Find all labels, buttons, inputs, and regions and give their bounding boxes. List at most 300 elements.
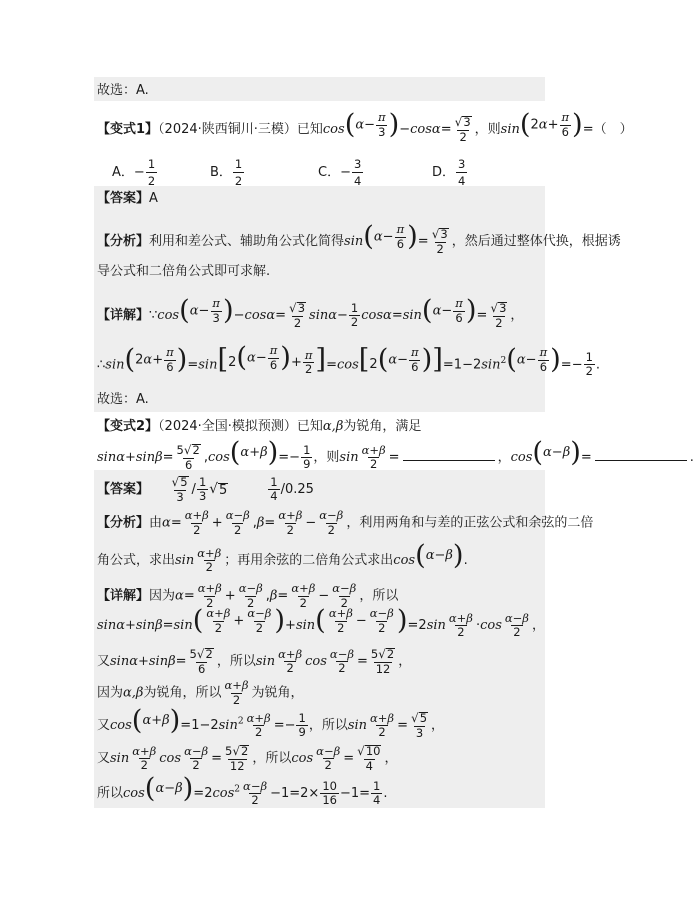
math-fraction xyxy=(303,347,315,377)
math-run: cos xyxy=(393,553,416,568)
text-run: 又 xyxy=(97,751,111,766)
fraction-denominator xyxy=(453,311,464,325)
text-run: 6 xyxy=(396,236,405,251)
radical-sign: √ xyxy=(454,115,463,130)
math-fraction xyxy=(395,224,407,250)
math-sqrt xyxy=(232,745,249,758)
math-fraction xyxy=(224,510,252,536)
math-fraction xyxy=(164,347,176,373)
math-run: α xyxy=(538,117,548,133)
group-close: ) xyxy=(452,540,464,571)
fraction-denominator xyxy=(336,661,347,675)
text-run: 4 xyxy=(353,174,362,188)
text-run: 由 xyxy=(149,515,163,531)
question-1-stem xyxy=(97,109,633,144)
fraction-numerator xyxy=(317,510,345,523)
fraction-numerator xyxy=(197,474,208,490)
text-run: − xyxy=(133,165,145,180)
fraction-denominator xyxy=(435,242,446,256)
text-run: 2 xyxy=(214,620,223,635)
fraction-numerator xyxy=(223,745,251,759)
fraction-denominator xyxy=(538,360,549,374)
fraction-numerator xyxy=(287,302,308,316)
fraction-numerator xyxy=(146,157,157,172)
group-open: ( xyxy=(519,109,531,141)
math-run: sin xyxy=(402,308,422,324)
fraction-denominator xyxy=(326,523,337,537)
text-run: − xyxy=(233,308,245,324)
math-run: π xyxy=(212,296,220,310)
fraction-numerator xyxy=(195,545,223,561)
text-run: 又 xyxy=(97,718,111,733)
math-run: sin xyxy=(339,450,359,465)
group-open: ( xyxy=(377,344,389,376)
text-run: 2 xyxy=(386,647,395,661)
math-fraction xyxy=(289,583,317,609)
fraction-numerator xyxy=(237,583,265,596)
fraction-denominator xyxy=(298,596,309,610)
fraction-numerator xyxy=(182,743,210,759)
detail-2-line-4 xyxy=(97,680,543,706)
group-close: ) xyxy=(550,344,561,376)
math-group xyxy=(377,344,433,376)
fraction-numerator xyxy=(170,476,191,490)
math-run: α−β xyxy=(332,581,357,595)
radical-sign: √ xyxy=(490,301,499,316)
fraction-numerator xyxy=(453,298,465,311)
math-run: sin xyxy=(347,718,368,733)
text-run: 3 xyxy=(378,124,386,139)
fraction-numerator xyxy=(183,510,211,523)
radical-sign: √ xyxy=(431,227,440,242)
math-fraction xyxy=(195,545,223,574)
text-run: − xyxy=(399,122,411,138)
detail-1-line-1 xyxy=(97,295,543,330)
text-run: 10 xyxy=(322,778,337,793)
detail-2-line-6 xyxy=(97,745,543,772)
text-run: 所以 xyxy=(97,786,124,801)
section-label: 【答案】 xyxy=(97,482,143,497)
math-fraction xyxy=(320,778,339,807)
text-run: 2 xyxy=(251,793,259,807)
text-run: 4 xyxy=(458,174,466,188)
fraction-numerator xyxy=(368,608,396,621)
text-run: 为锐角，所以 xyxy=(143,685,222,701)
text-run: = xyxy=(175,654,187,669)
group-open: [ xyxy=(358,344,370,376)
text-run: 2 xyxy=(378,725,386,739)
fraction-numerator xyxy=(301,442,312,458)
math-fraction xyxy=(349,300,360,330)
math-fraction xyxy=(188,648,216,675)
text-run: ，所以 xyxy=(216,654,256,669)
math-run: π xyxy=(166,345,174,360)
math-fraction xyxy=(368,710,396,739)
math-fraction xyxy=(276,646,304,675)
option-c xyxy=(318,157,364,188)
fraction-denominator xyxy=(376,621,387,635)
math-run: α xyxy=(516,352,526,368)
group-open: [ xyxy=(217,344,229,376)
text-run: 6 xyxy=(269,357,278,372)
text-run: 9 xyxy=(298,725,306,739)
group-open: ( xyxy=(532,437,544,468)
text-run: 12 xyxy=(375,661,391,676)
math-run: π xyxy=(561,110,570,124)
text-run: 2 xyxy=(369,357,378,373)
group-body xyxy=(369,344,433,376)
text-run: 2 xyxy=(254,725,263,739)
math-run: α−β xyxy=(543,445,571,461)
math-run: sin xyxy=(344,234,364,250)
math-run: α+β xyxy=(197,581,222,595)
text-run: = xyxy=(326,357,337,373)
fraction-denominator xyxy=(204,560,215,574)
math-run: α+β xyxy=(448,610,473,625)
text-run: 2 xyxy=(369,457,378,471)
fraction-denominator xyxy=(196,662,207,676)
text-run: + xyxy=(233,613,245,629)
fraction-denominator xyxy=(456,172,467,188)
text-run: 利用和差公式、辅助角公式化简得 xyxy=(149,234,345,250)
text-run: 3 xyxy=(440,227,448,242)
text-run: 角公式，求出 xyxy=(97,553,176,568)
group-close: ) xyxy=(169,705,181,736)
fraction-denominator xyxy=(285,523,296,537)
math-fraction xyxy=(241,778,269,807)
fraction-numerator xyxy=(371,778,382,794)
text-run: 1 xyxy=(298,710,306,725)
group-body xyxy=(388,347,421,373)
math-run: α+β xyxy=(132,743,157,758)
fraction-numerator xyxy=(584,349,595,365)
math-fraction xyxy=(175,444,203,471)
math-run: cos xyxy=(305,654,327,669)
option-d xyxy=(432,157,468,188)
math-group xyxy=(236,342,291,374)
math-fraction xyxy=(409,347,421,373)
math-run: cos xyxy=(123,786,145,801)
group-open: ( xyxy=(344,109,356,141)
text-run: = xyxy=(343,751,355,766)
fraction-denominator xyxy=(371,793,382,807)
text-run: 2 xyxy=(436,241,444,256)
fraction-denominator xyxy=(213,621,224,635)
math-fraction xyxy=(245,710,273,739)
fraction-numerator xyxy=(327,608,355,621)
math-run: sin xyxy=(218,718,238,733)
text-run: 4 xyxy=(373,793,381,807)
text-run: 2 xyxy=(192,758,200,772)
group-close: ) xyxy=(465,295,477,327)
text-run: A． xyxy=(112,165,134,180)
text-run: − xyxy=(337,308,348,324)
text-run: C． xyxy=(318,165,341,180)
math-sqrt xyxy=(411,712,428,725)
fraction-numerator xyxy=(447,610,475,626)
text-run: 5 xyxy=(189,647,197,661)
math-fraction xyxy=(170,476,191,503)
fraction-denominator xyxy=(303,362,314,376)
math-run: β xyxy=(269,588,278,604)
math-group xyxy=(358,344,443,376)
math-run: π xyxy=(378,110,386,124)
math-run: sinα+sinβ xyxy=(97,618,163,634)
text-run: ，则 xyxy=(474,122,501,138)
fraction-numerator xyxy=(376,112,388,125)
text-run: − xyxy=(198,303,210,319)
fraction-denominator xyxy=(584,364,595,378)
math-run: α−β xyxy=(184,743,209,758)
text-run: 1 xyxy=(147,157,156,171)
group-body xyxy=(543,446,570,459)
math-group xyxy=(217,342,327,377)
fraction-numerator xyxy=(369,648,397,662)
text-run xyxy=(143,482,169,497)
math-fraction xyxy=(360,442,388,471)
group-body xyxy=(355,112,388,138)
math-run: α,β xyxy=(123,685,144,701)
math-fraction xyxy=(287,302,308,329)
fraction-denominator xyxy=(228,759,247,773)
text-run: = xyxy=(440,122,452,138)
analysis-1-line-1 xyxy=(97,221,621,256)
math-run: cos xyxy=(291,751,314,766)
fraction-denominator xyxy=(457,130,468,144)
group-open: ( xyxy=(236,342,248,374)
fraction-denominator xyxy=(292,316,303,330)
text-run: =− xyxy=(278,450,301,465)
math-group xyxy=(344,109,400,141)
math-fraction xyxy=(233,157,244,188)
group-body xyxy=(135,347,177,373)
fraction-numerator xyxy=(296,710,307,726)
text-run: = xyxy=(187,357,199,373)
section-label: 【详解】 xyxy=(97,308,150,324)
group-close: ) xyxy=(267,437,279,468)
fraction-numerator xyxy=(268,345,280,358)
text-run: 2 xyxy=(140,758,148,772)
fraction-denominator xyxy=(323,758,334,772)
text-run: 2 xyxy=(459,129,467,144)
text-run: 2 xyxy=(228,355,237,371)
math-run: cos xyxy=(322,122,345,138)
text-run: = xyxy=(397,718,408,733)
math-run: sinα+sinβ xyxy=(97,450,163,465)
text-run: 4 xyxy=(365,758,373,773)
fraction-numerator xyxy=(224,510,252,523)
text-run: ， xyxy=(384,751,398,766)
radical-sign: √ xyxy=(209,481,218,497)
math-run: π xyxy=(304,347,313,362)
fraction-numerator xyxy=(538,347,550,360)
text-run: =1−2 xyxy=(180,718,219,733)
text-run: . xyxy=(595,357,601,373)
fraction-numerator xyxy=(303,347,315,363)
text-run: = xyxy=(275,308,287,324)
math-run: α+β xyxy=(206,606,231,620)
text-run: 10 xyxy=(365,744,381,758)
math-fraction xyxy=(352,157,363,188)
fraction-denominator xyxy=(335,621,346,635)
text-run: 因为 xyxy=(97,685,124,701)
math-sqrt xyxy=(490,302,507,315)
group-body xyxy=(531,112,573,138)
text-run: 3 xyxy=(463,115,471,130)
question-2-stem-line-2 xyxy=(97,437,694,472)
fraction-numerator xyxy=(233,157,244,172)
text-run: 6 xyxy=(411,359,419,374)
math-fraction xyxy=(204,608,232,634)
fraction-numerator xyxy=(488,302,509,316)
text-run: = xyxy=(162,618,174,634)
fraction-denominator xyxy=(409,360,420,374)
text-run: 12 xyxy=(229,758,245,773)
text-run: 2 xyxy=(205,560,213,574)
math-fraction xyxy=(368,608,396,634)
math-group xyxy=(124,344,188,376)
answer-1 xyxy=(97,192,543,205)
group-open: ( xyxy=(124,344,136,376)
text-run: + xyxy=(290,355,302,371)
math-run: α xyxy=(143,352,153,368)
text-run: , xyxy=(203,450,208,465)
math-run: α+β xyxy=(328,606,353,620)
radicand xyxy=(297,302,306,315)
group-body xyxy=(190,298,223,324)
math-sqrt xyxy=(357,745,381,758)
math-group xyxy=(506,344,561,376)
answer-blank xyxy=(595,448,687,461)
math-group xyxy=(363,221,418,253)
math-fraction xyxy=(327,608,355,634)
section-label: 【分析】 xyxy=(97,515,150,531)
math-run: α,β xyxy=(322,419,344,434)
math-run: α−β xyxy=(155,781,183,797)
text-run: ∵ xyxy=(149,308,158,324)
math-sqrt xyxy=(289,302,306,315)
fraction-denominator xyxy=(493,316,504,330)
text-run: 5 xyxy=(370,647,379,661)
math-run: cosα xyxy=(244,308,276,324)
fraction-denominator xyxy=(253,725,264,739)
text-run: 2 xyxy=(299,595,307,610)
math-run: cos xyxy=(110,718,132,733)
text-run: = xyxy=(264,515,276,531)
group-close: ) xyxy=(572,109,583,141)
fraction-numerator xyxy=(276,646,304,662)
math-run: π xyxy=(269,343,278,357)
group-open: ( xyxy=(192,605,204,637)
text-run: 2 xyxy=(340,595,348,610)
group-close: ] xyxy=(432,344,443,376)
fraction-numerator xyxy=(276,510,304,523)
fraction-numerator xyxy=(430,228,451,242)
fraction-numerator xyxy=(368,710,396,726)
text-run: 故选：A. xyxy=(97,83,149,98)
group-close: ) xyxy=(570,437,581,468)
fraction-numerator xyxy=(349,300,360,316)
radicand xyxy=(498,302,507,315)
math-sqrt xyxy=(172,476,189,489)
math-run: sin xyxy=(426,618,446,634)
text-run: =− xyxy=(273,718,296,733)
text-run xyxy=(228,482,267,497)
math-run: sin xyxy=(198,357,218,373)
text-run: , xyxy=(252,515,257,531)
text-run: 为锐角， xyxy=(251,685,304,701)
radicand xyxy=(462,116,471,129)
text-run: −1=2× xyxy=(270,786,320,801)
math-fraction xyxy=(146,157,157,188)
group-body xyxy=(517,347,550,373)
group-open: ( xyxy=(363,221,374,253)
text-run: = xyxy=(277,588,289,604)
analysis-1-line-2 xyxy=(97,265,543,278)
group-body xyxy=(203,608,274,634)
fraction-denominator xyxy=(254,621,265,635)
text-run: D． xyxy=(432,165,456,180)
text-run: 3 xyxy=(176,489,184,504)
text-run: 6 xyxy=(166,359,174,374)
math-fraction xyxy=(223,745,251,772)
text-run: 2 xyxy=(255,620,264,635)
text-run: 因为 xyxy=(149,588,176,604)
text-run: 2 xyxy=(286,522,294,537)
fraction-denominator xyxy=(164,360,175,374)
math-run: cos xyxy=(159,751,182,766)
math-run: α+β xyxy=(278,508,303,522)
fraction-numerator xyxy=(241,778,269,794)
radicand xyxy=(386,648,395,661)
math-run: α+β xyxy=(142,713,170,729)
fraction-denominator xyxy=(174,490,185,504)
text-run: 2 xyxy=(350,315,359,330)
math-fraction xyxy=(453,116,474,143)
math-superscript: 2 xyxy=(234,784,241,795)
group-open: ( xyxy=(144,773,156,804)
text-run: /0.25 xyxy=(280,482,314,497)
group-open: ( xyxy=(506,344,517,376)
fraction-denominator xyxy=(197,489,208,503)
text-run: ，然后通过整体代换，根据诱 xyxy=(451,234,621,250)
text-run: ， xyxy=(497,450,511,465)
text-run: 2 xyxy=(206,595,214,610)
fraction-denominator xyxy=(284,661,295,675)
conclusion-line-1 xyxy=(97,393,543,406)
math-run: α+β xyxy=(246,710,271,725)
section-label: 【答案】 xyxy=(97,191,150,206)
fraction-denominator xyxy=(190,758,201,772)
radical-sign: √ xyxy=(183,443,192,457)
text-run: = xyxy=(388,450,400,465)
math-superscript: 2 xyxy=(237,716,244,727)
text-run: 1 xyxy=(234,157,243,171)
math-run: α+β xyxy=(278,646,303,661)
text-run: . xyxy=(463,553,468,568)
group-close: ) xyxy=(396,605,408,637)
text-run: 5 xyxy=(218,483,228,498)
math-run: sin xyxy=(110,751,130,766)
math-fraction xyxy=(430,228,451,255)
math-fraction xyxy=(409,712,430,739)
fraction-denominator xyxy=(146,172,157,188)
math-run: cosα xyxy=(361,308,392,324)
math-run: α+β xyxy=(240,445,268,461)
math-run: α xyxy=(175,588,184,604)
fraction-numerator xyxy=(210,298,222,311)
fraction-numerator xyxy=(196,583,224,596)
